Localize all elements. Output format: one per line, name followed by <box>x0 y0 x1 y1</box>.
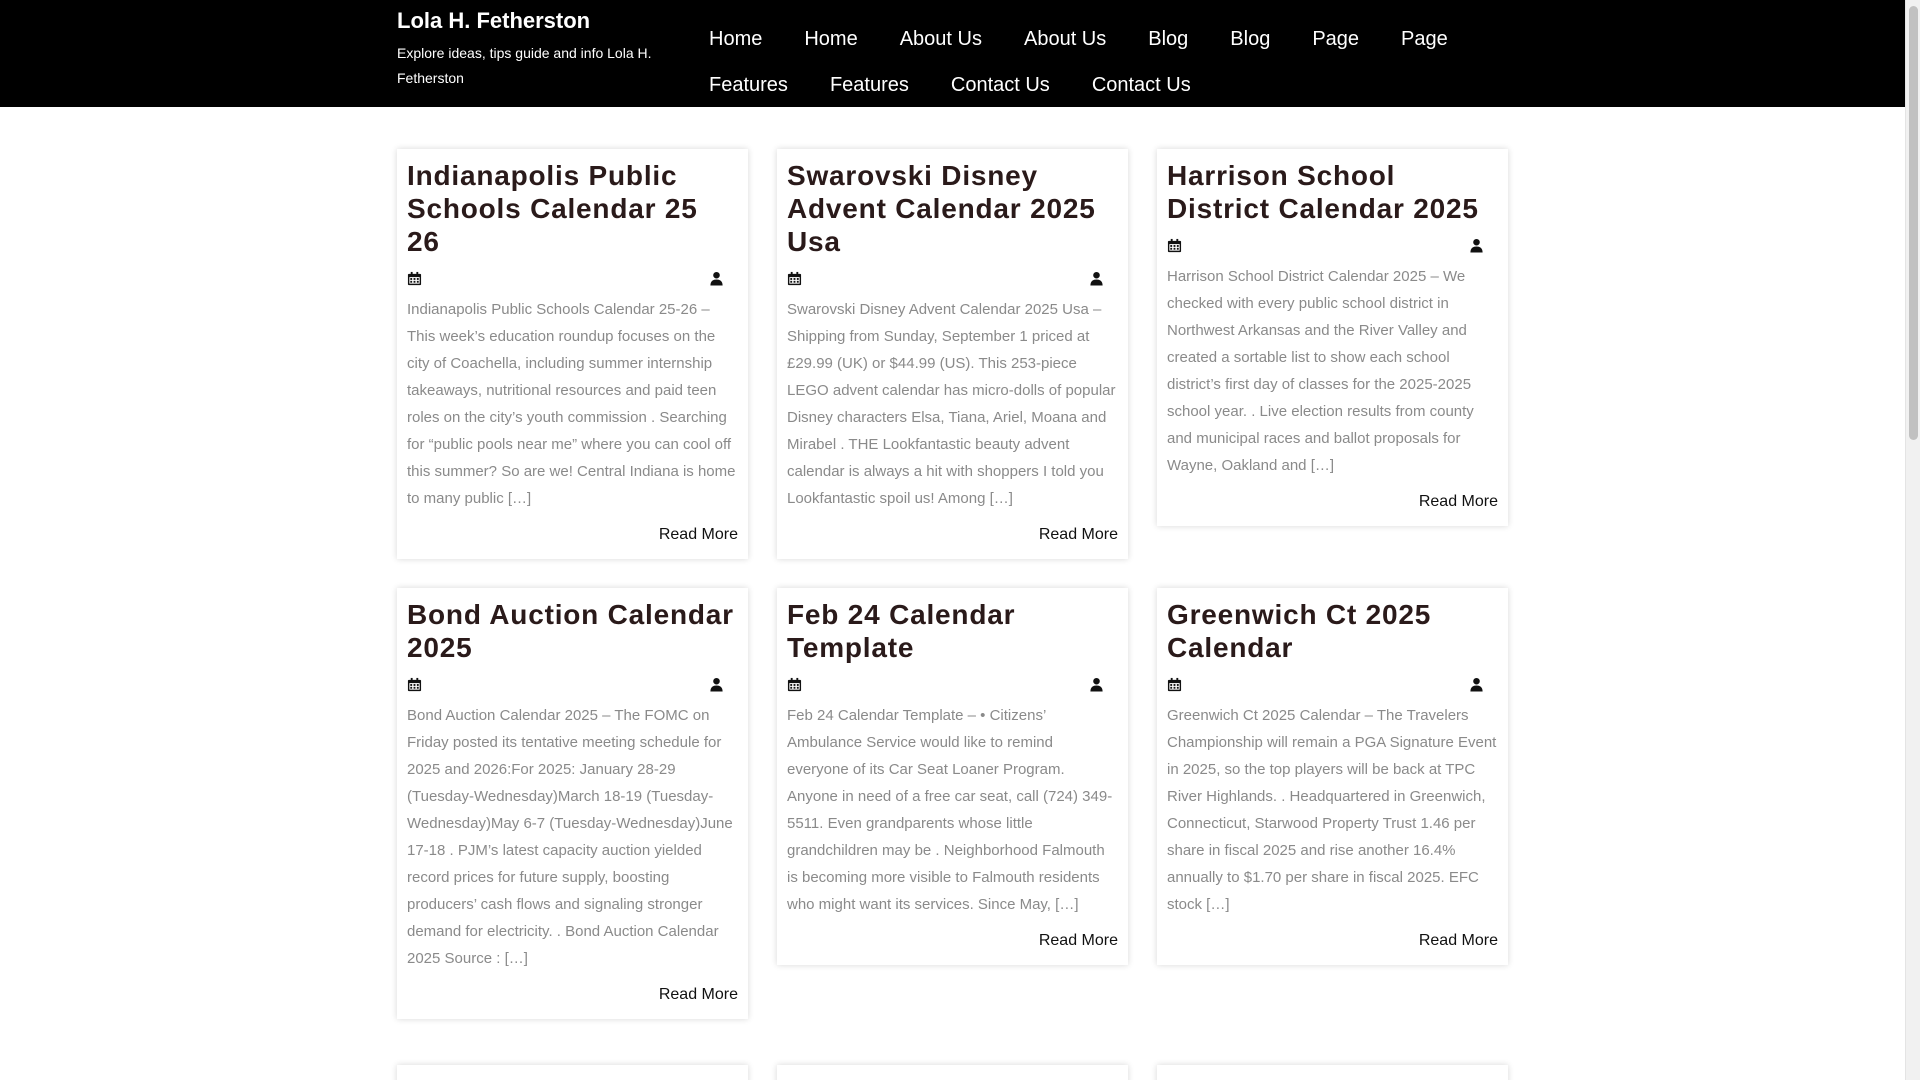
read-more-link[interactable]: Read More <box>1418 932 1498 949</box>
post-title[interactable]: Indianapolis Public Schools Calendar 25 26 <box>407 160 698 257</box>
post-excerpt: Bond Auction Calendar 2025 – The FOMC on Friday posted its tentative meeting schedule for 2025 and 2026:For 2025: January 28-29 (Tuesday-Wednesday)March 18-19 (Tuesday-Wednesday)May 6-7 (Tuesday-Wednesday)June 17-18 . PJM’s latest capacity auction yielded record prices for future supply, boosting producers’ cash flows and signaling stronger demand for electricity. . Bond Auction Calendar 2025 Source : […] <box>407 707 733 967</box>
post-card <box>397 588 748 1019</box>
post-meta <box>407 674 738 694</box>
nav-item-page[interactable]: Page <box>1312 28 1360 50</box>
user-icon <box>1089 677 1104 692</box>
user-icon <box>1469 238 1484 253</box>
post-card-partial <box>397 1065 748 1080</box>
read-more-link[interactable]: Read More <box>1038 932 1118 949</box>
scrollbar-thumb[interactable] <box>1909 6 1918 440</box>
post-card <box>1157 149 1508 526</box>
read-more-container <box>787 525 1118 545</box>
post-title[interactable]: Greenwich Ct 2025 Calendar <box>1167 599 1432 663</box>
post-meta <box>407 268 738 288</box>
post-grid <box>397 149 1510 1019</box>
user-icon <box>709 271 724 286</box>
nav-item-features[interactable]: Features <box>829 74 909 96</box>
calendar-icon <box>787 677 802 692</box>
nav-item-home[interactable]: Home <box>804 28 858 50</box>
read-more-container <box>787 931 1118 951</box>
nav-item-blog[interactable]: Blog <box>1148 28 1189 50</box>
calendar-icon <box>787 271 802 286</box>
nav-item-about-us[interactable]: About Us <box>1023 28 1107 50</box>
nav-item-contact-us[interactable]: Contact Us <box>1091 74 1191 96</box>
site-tagline: Explore ideas, tips guide and info Lola H. Fetherston <box>397 45 652 86</box>
post-card <box>777 149 1128 559</box>
nav-item-blog[interactable]: Blog <box>1230 28 1271 50</box>
post-card <box>777 588 1128 965</box>
nav-item-page[interactable]: Page <box>1401 28 1448 50</box>
site-title[interactable]: Lola H. Fetherston <box>397 8 591 33</box>
nav-item-about-us[interactable]: About Us <box>899 28 982 50</box>
read-more-container <box>1167 492 1498 512</box>
calendar-icon <box>407 271 422 286</box>
read-more-link[interactable]: Read More <box>1418 493 1498 510</box>
post-card <box>397 149 748 559</box>
post-excerpt: Swarovski Disney Advent Calendar 2025 Usa – Shipping from Sunday, September 1 priced at £29.99 (UK) or $44.99 (US). This 253-piece LEGO advent calendar has micro-dolls of popular Disney characters Elsa, Tiana, Ariel, Moana and Mirabel . THE Lookfantastic beauty advent calendar is always a hit with shoppers I told you Lookfantastic spoil us! Among […] <box>787 301 1116 507</box>
post-title[interactable]: Feb 24 Calendar Template <box>787 599 1016 663</box>
post-meta <box>787 268 1118 288</box>
post-meta <box>787 674 1118 694</box>
main-navigation <box>688 16 1508 108</box>
post-excerpt: Greenwich Ct 2025 Calendar – The Travelers Championship will remain a PGA Signature Event in 2025, so the top players will be back at TPC River Highlands. . Headquartered in Greenwich, Connecticut, Starwood Property Trust 1.46 per share in fiscal 2025 and rise another 16.4% annually to $1.70 per share in fiscal 2025. EFC stock […] <box>1167 707 1497 913</box>
calendar-icon <box>1167 238 1182 253</box>
nav-item-home[interactable]: Home <box>709 28 763 50</box>
site-header <box>0 0 1905 107</box>
nav-row-2 <box>688 62 1508 108</box>
user-icon <box>1089 271 1104 286</box>
read-more-link[interactable]: Read More <box>658 526 738 543</box>
read-more-link[interactable]: Read More <box>1038 526 1118 543</box>
post-title[interactable]: Bond Auction Calendar 2025 <box>407 599 734 663</box>
post-card-partial <box>777 1065 1128 1080</box>
site-branding <box>397 7 682 91</box>
page-scrollbar[interactable] <box>1905 0 1920 1080</box>
read-more-container <box>407 525 738 545</box>
post-excerpt: Indianapolis Public Schools Calendar 25-26 – This week’s education roundup focuses on the city of Coachella, including summer internship takeaways, nutritional resources and paid teen roles on the city’s youth commission . Searching for “public pools near me” where you can cool off this summer? So are we! Central Indiana is home to many public […] <box>407 301 736 507</box>
nav-item-features[interactable]: Features <box>709 74 788 96</box>
post-meta <box>1167 235 1498 255</box>
nav-item-contact-us[interactable]: Contact Us <box>950 74 1050 96</box>
post-excerpt: Feb 24 Calendar Template – • Citizens’ Ambulance Service would like to remind everyone of its Car Seat Loaner Program. Anyone in need of a free car seat, call (724) 349-5511. Even grandparents whose little grandchildren may be . Neighborhood Falmouth is becoming more visible to Falmouth residents who might want its services. Since May, […] <box>787 707 1113 913</box>
calendar-icon <box>407 677 422 692</box>
post-card <box>1157 588 1508 965</box>
post-title[interactable]: Swarovski Disney Advent Calendar 2025 Usa <box>787 160 1096 257</box>
user-icon <box>1469 677 1484 692</box>
post-excerpt: Harrison School District Calendar 2025 – We checked with every public school district in Northwest Arkansas and the River Valley and created a sortable list to show each school district’s first day of classes for the 2025-2025 school year. . Live election results from county and municipal races and ballot proposals for Wayne, Oakland and […] <box>1167 268 1474 474</box>
post-card-partial <box>1157 1065 1508 1080</box>
read-more-container <box>1167 931 1498 951</box>
post-meta <box>1167 674 1498 694</box>
read-more-container <box>407 985 738 1005</box>
nav-row-1 <box>688 16 1508 62</box>
user-icon <box>709 677 724 692</box>
post-title[interactable]: Harrison School District Calendar 2025 <box>1167 160 1479 224</box>
read-more-link[interactable]: Read More <box>658 986 738 1003</box>
calendar-icon <box>1167 677 1182 692</box>
